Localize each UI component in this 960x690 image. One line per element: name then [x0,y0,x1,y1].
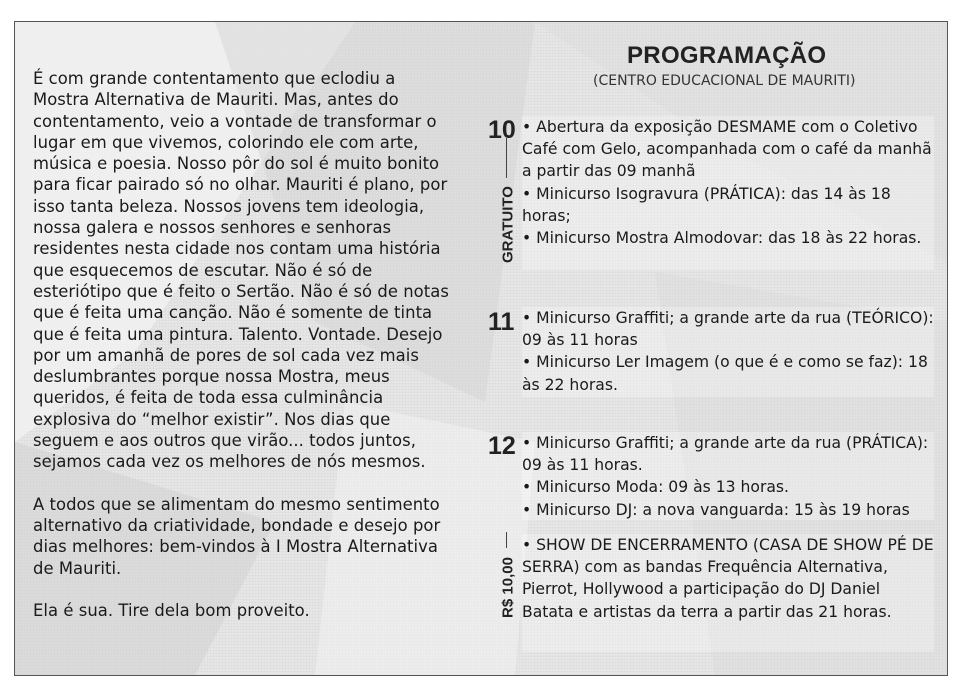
schedule-item: • Minicurso Mostra Almodovar: das 18 às 22 horas. [522,229,922,248]
intro-text [33,68,453,642]
schedule-item: • Minicurso Ler Imagem (o que é e como se faz): 18 às 22 horas. [522,353,928,394]
day-number: 11 [488,308,515,336]
schedule-item: • Minicurso Graffiti; a grande arte da rua (PRÁTICA): 09 às 11 horas. [522,434,929,475]
flyer-sheet [14,21,948,676]
intro-closing: Ela é sua. Tire dela bom proveito. [33,600,310,620]
free-label: GRATUITO [499,186,517,263]
program-subtitle: (CENTRO EDUCACIONAL DE MAURITI) [593,73,856,89]
schedule-item: • Minicurso Graffiti; a grande arte da rua (TEÓRICO): 09 às 11 horas [522,309,934,350]
closing-show-schedule [522,534,934,652]
schedule-item: • Minicurso DJ: a nova vanguarda: 15 às 19 horas [522,500,910,519]
closing-show-item: • SHOW DE ENCERRAMENTO (CASA DE SHOW PÉ DE SERRA) com as bandas Frequência Alternativa, Pierrot, Hollywood a participação do DJ Daniel Batata e artistas da terra a partir das 21 horas. [522,536,934,621]
day-12-schedule [522,432,934,520]
price-label: R$ 10,00 [499,557,517,618]
day-number: 12 [488,432,516,460]
schedule-item: • Minicurso Isogravura (PRÁTICA): das 14 às 18 horas; [522,184,891,225]
intro-paragraph: É com grande contentamento que eclodiu a Mostra Alternativa de Mauriti. Mas, antes do contentamento, veio a vontade de transformar o lugar em que vivemos, colorindo ele com arte, música e poesia. Nosso pôr do sol é muito bonito para ficar pairado só no olhar. Mauriti é plano, por isso tanta beleza. Nossos jovens tem ideologia, nossa galera e nossos senhores e senhoras residentes nesta cidade nos contam uma história que esquecemos de escutar. Não é só de esteriótipo que é feito o Sertão. Não é só de notas que é feita uma canção. Não é somente de tinta que é feita uma pintura. Talento. Vontade. Desejo por um amanhã de pores de sol cada vez mais deslumbrantes porque nossa Mostra, meus queridos, é feita de toda essa culminância explosiva do “melhor existir”. Nos dias que seguem e aos outros que virão... todos juntos, sejamos cada vez os melhores de nós mesmos. [33,69,449,472]
day-11-schedule [522,307,934,397]
day-10-schedule [522,116,934,270]
program-title: PROGRAMAÇÃO [627,42,827,69]
schedule-item: • Minicurso Moda: 09 às 13 horas. [522,478,790,497]
day-number: 10 [488,116,516,144]
intro-paragraph: A todos que se alimentam do mesmo sentimento alternativo da criatividade, bondade e desejo por dias melhores: bem-vindos à I Mostra Alternativa de Mauriti. [33,494,441,578]
schedule-item: • Abertura da exposição DESMAME com o Coletivo Café com Gelo, acompanhada com o café da manhã a partir das 09 manhã [522,118,932,181]
